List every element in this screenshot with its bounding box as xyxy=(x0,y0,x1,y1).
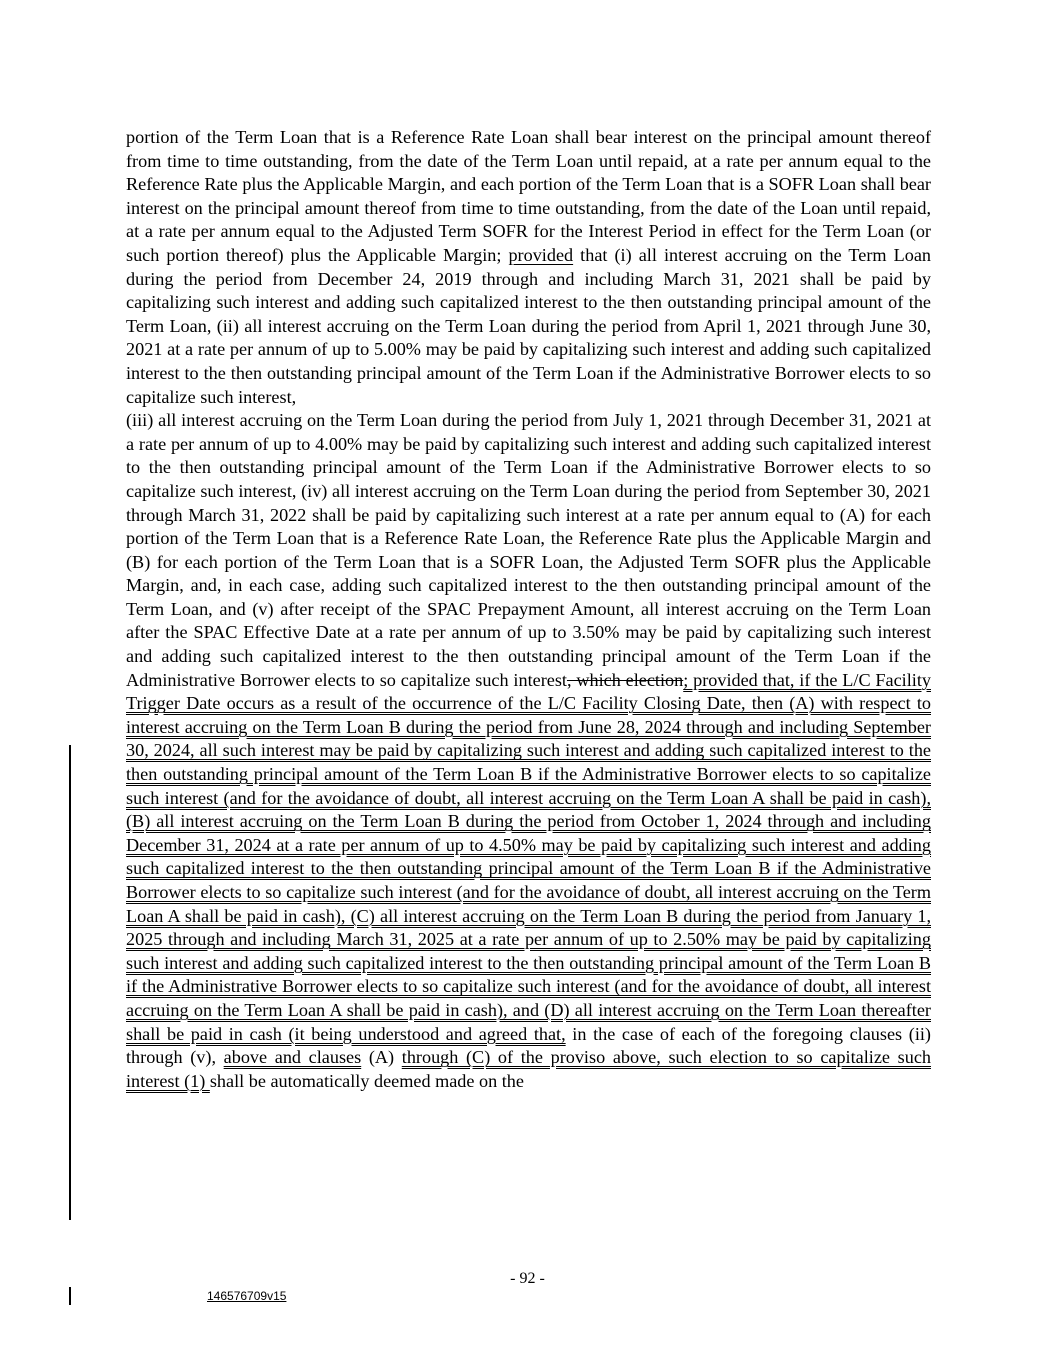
deleted-text: , which election xyxy=(566,669,684,690)
footer-change-bar xyxy=(69,1287,71,1305)
defined-term-provided: provided xyxy=(508,244,574,265)
paragraph-clauses-iii-v xyxy=(126,409,931,1093)
page-body xyxy=(126,126,931,1093)
revision-change-bar xyxy=(69,745,71,1220)
inserted-text: above and clauses xyxy=(223,1047,362,1068)
text-run: (A) xyxy=(361,1047,402,1068)
text-run: that (i) all interest accruing on the Term Loan during the period from December 24, 2019 through and including March 31, 2021 shall be paid by capitalizing such interest and adding such capitalized interest to the then outstanding principal amount of the Term Loan, (ii) all interest accruing on the Term Loan during the period from April 1, 2021 through June 30, 2021 at a rate per annum of up to 5.00% may be paid by capitalizing such interest and adding such capitalized interest to the then outstanding principal amount of the Term Loan if the Administrative Borrower elects to so capitalize such interest, xyxy=(126,244,931,407)
text-run: shall be automatically deemed made on the xyxy=(209,1070,524,1091)
page-number: - 92 - xyxy=(510,1270,545,1287)
text-run: portion of the Term Loan that is a Reference Rate Loan shall bear interest on the principal amount thereof from time to time outstanding, from the date of the Term Loan until repaid, at a rate per annum equal to the Reference Rate plus the Applicable Margin, and each portion of the Term Loan that is a SOFR Loan shall bear interest on the principal amount thereof from time to time outstanding, from the date of the Loan until repaid, at a rate per annum equal to the Adjusted Term SOFR for the Interest Period in effect for the Term Loan (or such portion thereof) plus the Applicable Margin; xyxy=(126,127,931,265)
inserted-text: through (C) of the proviso above, such election to so capitalize such interest (1) xyxy=(126,1047,931,1091)
paragraph-interest-capitalization xyxy=(126,126,931,409)
text-run: (iii) all interest accruing on the Term Loan during the period from July 1, 2021 through December 31, 2021 at a rate per annum of up to 4.00% may be paid by capitalizing such interest and adding such capitalized interest to the then outstanding principal amount of the Term Loan if the Administrative Borrower elects to so capitalize such interest, (iv) all interest accruing on the Term Loan during the period from September 30, 2021 through March 31, 2022 shall be paid by capitalizing such interest at a rate per annum equal to (A) for each portion of the Term Loan that is a Reference Rate Loan, the Reference Rate plus the Applicable Margin and (B) for each portion of the Term Loan that is a SOFR Loan, the Adjusted Term SOFR plus the Applicable Margin, and, in each case, adding such capitalized interest to the then outstanding principal amount of the Term Loan, and (v) after receipt of the SPAC Prepayment Amount, all interest accruing on the Term Loan after the SPAC Effective Date at a rate per annum of up to 3.50% may be paid by capitalizing such interest and adding such capitalized interest to the then outstanding principal amount of the Term Loan if the Administrative Borrower elects to so capitalize such interest xyxy=(126,410,931,690)
document-id: 146576709v15 xyxy=(207,1289,287,1303)
text-run: in the case of each of the foregoing clauses (ii) through (v), xyxy=(126,1023,931,1068)
inserted-text: ; provided that, if the L/C Facility Trigger Date occurs as a result of the occurrence of the L/C Facility Closing Date, then (A) with respect to interest accruing on the Term Loan B during the period from June 28, 2024 through and including September 30, 2024, all such interest may be paid by capitalizing such interest and adding such capitalized interest to the then outstanding principal amount of the Term Loan B if the Administrative Borrower elects to so capitalize such interest (and for the avoidance of doubt, all interest accruing on the Term Loan A shall be paid in cash), (B) all interest accruing on the Term Loan B during the period from October 1, 2024 through and including December 31, 2024 at a rate per annum of up to 4.50% may be paid by capitalizing such interest and adding such capitalized interest to the then outstanding principal amount of the Term Loan B if the Administrative Borrower elects to so capitalize such interest (and for the avoidance of doubt, all interest accruing on the Term Loan A shall be paid in cash), (C) all interest accruing on the Term Loan B during the period from January 1, 2025 through and including March 31, 2025 at a rate per annum of up to 2.50% may be paid by capitalizing such interest and adding such capitalized interest to the then outstanding principal amount of the Term Loan B if the Administrative Borrower elects to so capitalize such interest (and for the avoidance of doubt, all interest accruing on the Term Loan A shall be paid in cash), and (D) all interest accruing on the Term Loan thereafter shall be paid in cash (it being understood and agreed that, xyxy=(126,669,931,1044)
